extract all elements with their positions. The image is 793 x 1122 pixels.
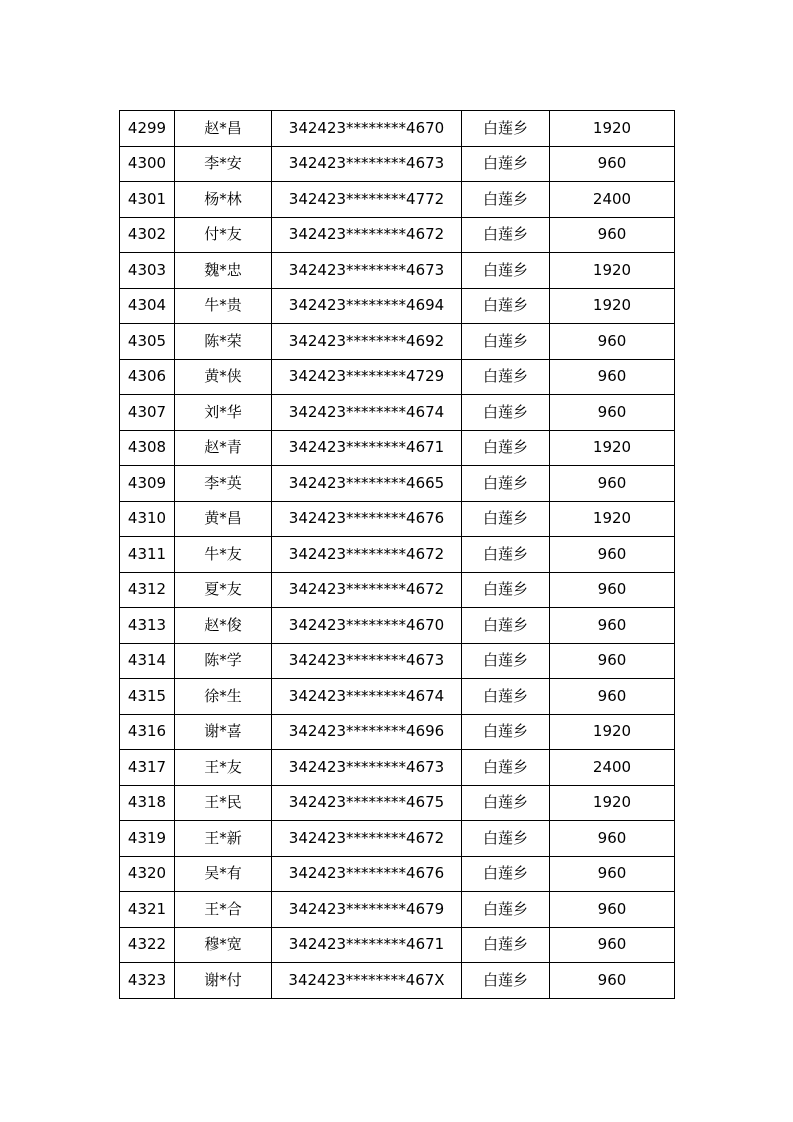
cell-amount: 960 <box>550 217 675 253</box>
cell-id-number: 342423********4675 <box>272 785 462 821</box>
table-row <box>120 537 675 573</box>
cell-amount: 1920 <box>550 785 675 821</box>
cell-township: 白莲乡 <box>462 643 550 679</box>
table-row <box>120 785 675 821</box>
cell-id-number: 342423********4676 <box>272 856 462 892</box>
cell-amount: 960 <box>550 892 675 928</box>
cell-sequence-number: 4311 <box>120 537 175 573</box>
cell-name: 穆*宽 <box>175 927 272 963</box>
cell-sequence-number: 4301 <box>120 182 175 218</box>
table-row <box>120 892 675 928</box>
table-row <box>120 430 675 466</box>
cell-id-number: 342423********4670 <box>272 608 462 644</box>
cell-name: 王*友 <box>175 750 272 786</box>
cell-amount: 960 <box>550 324 675 360</box>
cell-sequence-number: 4314 <box>120 643 175 679</box>
cell-township: 白莲乡 <box>462 217 550 253</box>
cell-amount: 960 <box>550 537 675 573</box>
cell-amount: 960 <box>550 821 675 857</box>
cell-sequence-number: 4319 <box>120 821 175 857</box>
table-row <box>120 253 675 289</box>
cell-sequence-number: 4322 <box>120 927 175 963</box>
cell-township: 白莲乡 <box>462 963 550 999</box>
cell-township: 白莲乡 <box>462 430 550 466</box>
cell-name: 谢*喜 <box>175 714 272 750</box>
cell-sequence-number: 4305 <box>120 324 175 360</box>
cell-sequence-number: 4312 <box>120 572 175 608</box>
cell-sequence-number: 4309 <box>120 466 175 502</box>
table-row <box>120 182 675 218</box>
table-row <box>120 643 675 679</box>
cell-amount: 960 <box>550 856 675 892</box>
cell-sequence-number: 4303 <box>120 253 175 289</box>
cell-id-number: 342423********4672 <box>272 217 462 253</box>
cell-sequence-number: 4313 <box>120 608 175 644</box>
cell-amount: 960 <box>550 608 675 644</box>
cell-sequence-number: 4307 <box>120 395 175 431</box>
cell-name: 徐*生 <box>175 679 272 715</box>
table-row <box>120 288 675 324</box>
table-row <box>120 111 675 147</box>
cell-id-number: 342423********4676 <box>272 501 462 537</box>
table-row <box>120 572 675 608</box>
cell-id-number: 342423********4673 <box>272 643 462 679</box>
table-row <box>120 750 675 786</box>
cell-name: 杨*林 <box>175 182 272 218</box>
cell-id-number: 342423********4674 <box>272 395 462 431</box>
table-row <box>120 146 675 182</box>
cell-amount: 960 <box>550 963 675 999</box>
table-row <box>120 821 675 857</box>
cell-name: 赵*昌 <box>175 111 272 147</box>
cell-name: 牛*友 <box>175 537 272 573</box>
cell-name: 赵*俊 <box>175 608 272 644</box>
table-row <box>120 714 675 750</box>
cell-township: 白莲乡 <box>462 856 550 892</box>
cell-sequence-number: 4318 <box>120 785 175 821</box>
cell-township: 白莲乡 <box>462 182 550 218</box>
cell-amount: 960 <box>550 395 675 431</box>
cell-township: 白莲乡 <box>462 324 550 360</box>
cell-sequence-number: 4320 <box>120 856 175 892</box>
cell-name: 刘*华 <box>175 395 272 431</box>
cell-township: 白莲乡 <box>462 785 550 821</box>
cell-township: 白莲乡 <box>462 111 550 147</box>
cell-sequence-number: 4308 <box>120 430 175 466</box>
roster-table-body <box>120 111 675 999</box>
cell-township: 白莲乡 <box>462 679 550 715</box>
cell-name: 魏*忠 <box>175 253 272 289</box>
cell-id-number: 342423********4673 <box>272 750 462 786</box>
cell-name: 王*民 <box>175 785 272 821</box>
cell-sequence-number: 4315 <box>120 679 175 715</box>
table-row <box>120 856 675 892</box>
cell-amount: 960 <box>550 466 675 502</box>
cell-sequence-number: 4302 <box>120 217 175 253</box>
cell-sequence-number: 4306 <box>120 359 175 395</box>
cell-township: 白莲乡 <box>462 892 550 928</box>
cell-id-number: 342423********4772 <box>272 182 462 218</box>
cell-township: 白莲乡 <box>462 501 550 537</box>
cell-id-number: 342423********467X <box>272 963 462 999</box>
cell-township: 白莲乡 <box>462 572 550 608</box>
cell-township: 白莲乡 <box>462 537 550 573</box>
cell-name: 谢*付 <box>175 963 272 999</box>
cell-name: 付*友 <box>175 217 272 253</box>
cell-id-number: 342423********4672 <box>272 572 462 608</box>
cell-name: 王*合 <box>175 892 272 928</box>
cell-amount: 1920 <box>550 288 675 324</box>
cell-sequence-number: 4321 <box>120 892 175 928</box>
cell-id-number: 342423********4694 <box>272 288 462 324</box>
cell-id-number: 342423********4672 <box>272 537 462 573</box>
cell-id-number: 342423********4673 <box>272 146 462 182</box>
cell-name: 陈*学 <box>175 643 272 679</box>
cell-amount: 2400 <box>550 750 675 786</box>
cell-township: 白莲乡 <box>462 288 550 324</box>
cell-amount: 960 <box>550 572 675 608</box>
cell-amount: 960 <box>550 643 675 679</box>
table-row <box>120 963 675 999</box>
cell-sequence-number: 4317 <box>120 750 175 786</box>
cell-amount: 960 <box>550 359 675 395</box>
cell-sequence-number: 4300 <box>120 146 175 182</box>
cell-name: 夏*友 <box>175 572 272 608</box>
cell-sequence-number: 4304 <box>120 288 175 324</box>
cell-name: 陈*荣 <box>175 324 272 360</box>
cell-township: 白莲乡 <box>462 608 550 644</box>
cell-amount: 960 <box>550 679 675 715</box>
cell-township: 白莲乡 <box>462 146 550 182</box>
cell-township: 白莲乡 <box>462 359 550 395</box>
roster-table <box>119 110 675 999</box>
cell-amount: 1920 <box>550 111 675 147</box>
table-row <box>120 217 675 253</box>
table-row <box>120 927 675 963</box>
cell-id-number: 342423********4670 <box>272 111 462 147</box>
cell-township: 白莲乡 <box>462 714 550 750</box>
cell-name: 吴*有 <box>175 856 272 892</box>
cell-name: 黄*侠 <box>175 359 272 395</box>
table-row <box>120 608 675 644</box>
cell-township: 白莲乡 <box>462 927 550 963</box>
cell-amount: 1920 <box>550 501 675 537</box>
cell-amount: 960 <box>550 927 675 963</box>
cell-township: 白莲乡 <box>462 466 550 502</box>
cell-id-number: 342423********4672 <box>272 821 462 857</box>
cell-sequence-number: 4316 <box>120 714 175 750</box>
cell-name: 王*新 <box>175 821 272 857</box>
cell-amount: 1920 <box>550 253 675 289</box>
cell-id-number: 342423********4729 <box>272 359 462 395</box>
cell-id-number: 342423********4673 <box>272 253 462 289</box>
table-row <box>120 359 675 395</box>
cell-sequence-number: 4323 <box>120 963 175 999</box>
cell-township: 白莲乡 <box>462 395 550 431</box>
cell-id-number: 342423********4665 <box>272 466 462 502</box>
cell-sequence-number: 4299 <box>120 111 175 147</box>
table-row <box>120 324 675 360</box>
cell-id-number: 342423********4671 <box>272 430 462 466</box>
table-row <box>120 679 675 715</box>
cell-amount: 2400 <box>550 182 675 218</box>
cell-township: 白莲乡 <box>462 750 550 786</box>
cell-id-number: 342423********4674 <box>272 679 462 715</box>
cell-sequence-number: 4310 <box>120 501 175 537</box>
cell-township: 白莲乡 <box>462 821 550 857</box>
cell-amount: 1920 <box>550 714 675 750</box>
table-row <box>120 466 675 502</box>
cell-amount: 960 <box>550 146 675 182</box>
cell-name: 黄*昌 <box>175 501 272 537</box>
cell-amount: 1920 <box>550 430 675 466</box>
cell-name: 李*安 <box>175 146 272 182</box>
cell-name: 李*英 <box>175 466 272 502</box>
table-row <box>120 501 675 537</box>
cell-id-number: 342423********4692 <box>272 324 462 360</box>
table-row <box>120 395 675 431</box>
cell-id-number: 342423********4696 <box>272 714 462 750</box>
cell-id-number: 342423********4671 <box>272 927 462 963</box>
cell-name: 赵*青 <box>175 430 272 466</box>
cell-id-number: 342423********4679 <box>272 892 462 928</box>
cell-name: 牛*贵 <box>175 288 272 324</box>
cell-township: 白莲乡 <box>462 253 550 289</box>
